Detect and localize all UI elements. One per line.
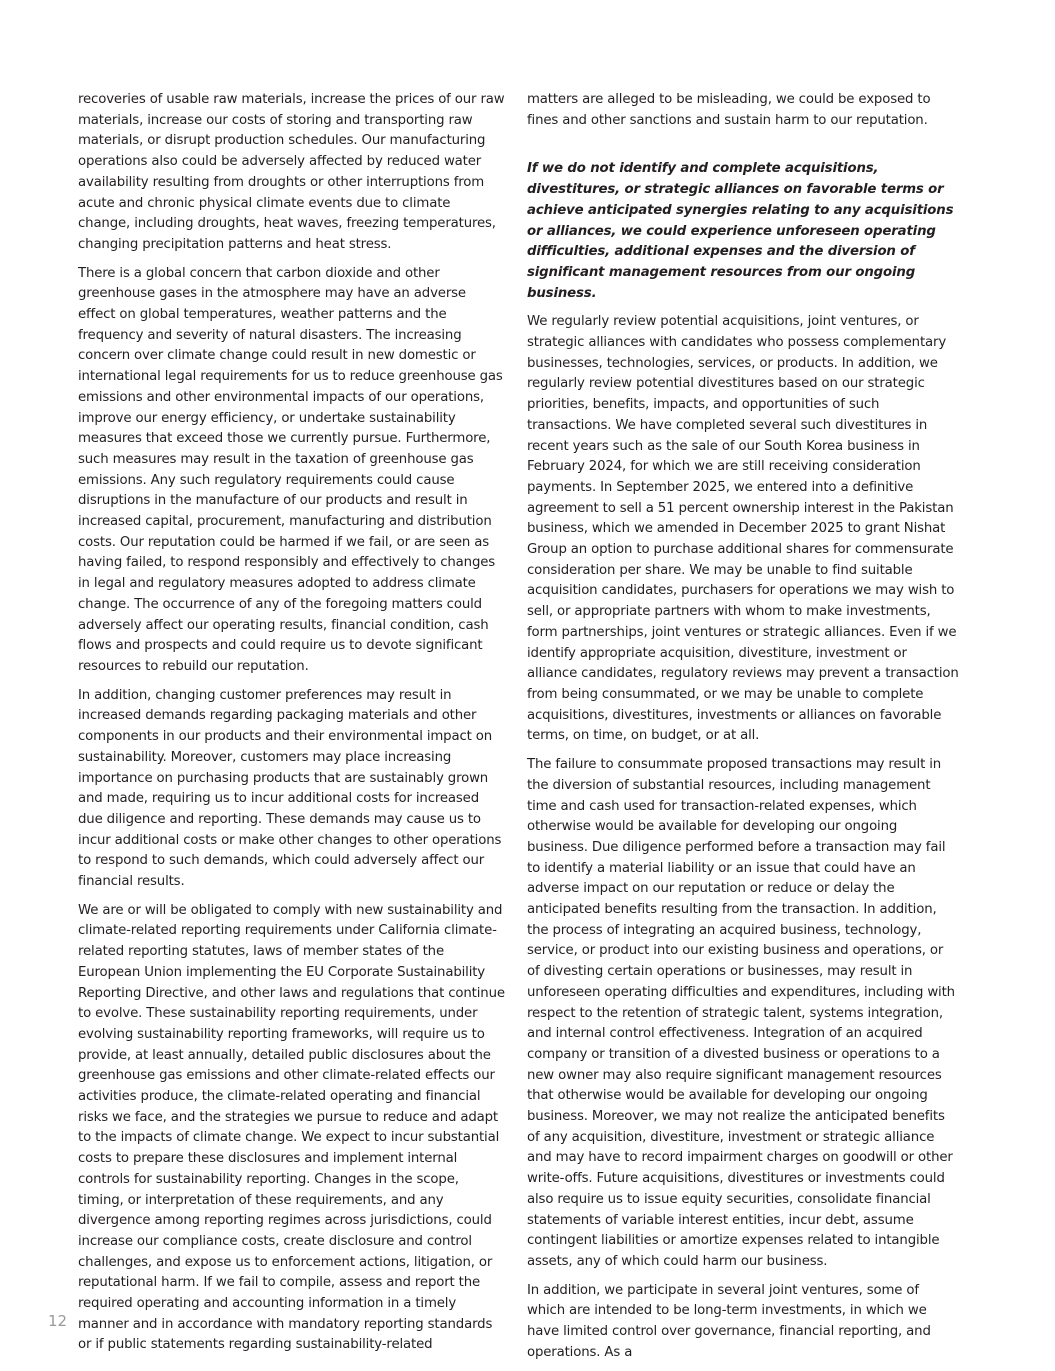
right-paragraph-2: The failure to consummate proposed transactions may result in the diversion of substantial resources, including management time and cash used for transaction-related expenses, which otherwise would be available for developing our ongoing business. Due diligence performed before a transaction may fail to identify a material liability or an issue that could have an adverse impact on our reputation or reduce or delay the anticipated benefits resulting from the transaction. In addition, the process of integrating an acquired business, technology, service, or product into our existing business and operations, or of divesting certain operations or businesses, may result in unforeseen operating difficulties and expenditures, including with respect to the retention of strategic talent, systems integration, and internal control effectiveness. Integration of an acquired company or transition of a divested business or operations to a new owner may also require significant management resources that otherwise would be available for developing our ongoing business. Moreover, we may not realize the anticipated benefits of any acquisition, divestiture, investment or strategic alliance and may have to record impairment charges on goodwill or other write-offs. Future acquisitions, divestitures or investments could also require us to issue equity securities, consolidate financial statements of variable interest entities, incur debt, assume contingent liabilities or amortize expenses related to intangible assets, any of which could harm our business. xyxy=(527,757,955,1269)
section-heading: If we do not identify and complete acquisitions, divestitures, or strategic alliances on favorable terms or achieve anticipated synergies relating to any acquisitions or alliances, we could experience unforeseen operating difficulties, additional expenses and the diversion of significant management resources from our ongoing business. xyxy=(527,161,954,301)
right-paragraph-1: We regularly review potential acquisitions, joint ventures, or strategic alliances with candidates who possess complementary businesses, technologies, services, or products. In addition, we regularly review potential divestitures based on our strategic priorities, benefits, impacts, and opportunities of such transactions. We have completed several such divestitures in recent years such as the sale of our South Korea business in February 2024, for which we are still receiving consideration payments. In September 2025, we entered into a definitive agreement to sell a 51 percent ownership interest in the Pakistan business, which we amended in December 2025 to grant Nishat Group an option to purchase additional shares for commensurate consideration per share. We may be unable to find suitable acquisition candidates, purchasers for operations we may wish to sell, or appropriate partners with whom to make investments, form partnerships, joint ventures or strategic alliances. Even if we identify appropriate acquisition, divestiture, investment or alliance candidates, regulatory reviews may prevent a transaction from being consummated, or we may be unable to complete acquisitions, divestitures, investments or alliances on favorable terms, on time, on budget, or at all. xyxy=(527,314,959,744)
right-intro-paragraph: matters are alleged to be misleading, we could be exposed to fines and other sanctions and sustain harm to our reputation. xyxy=(527,92,931,128)
left-paragraph-2: There is a global concern that carbon dioxide and other greenhouse gases in the atmosphere may have an adverse effect on global temperatures, weather patterns and the frequency and severity of natural disasters. The increasing concern over climate change could result in new domestic or international legal requirements for us to reduce greenhouse gas emissions and other environmental impacts of our operations, improve our energy efficiency, or undertake sustainability measures that exceed those we currently pursue. Furthermore, such measures may result in the taxation of greenhouse gas emissions. Any such regulatory requirements could cause disruptions in the manufacture of our products and result in increased capital, procurement, manufacturing and distribution costs. Our reputation could be harmed if we fail, or are seen as having failed, to respond responsibly and effectively to changes in legal and regulatory measures adopted to address climate change. The occurrence of any of the foregoing matters could adversely affect our operating results, financial condition, cash flows and prospects and could require us to devote significant resources to rebuild our reputation. xyxy=(78,265,503,674)
right-column xyxy=(527,90,959,1371)
left-paragraph-1: recoveries of usable raw materials, increase the prices of our raw materials, increase our costs of storing and transporting raw materials, or disrupt production schedules. Our manufacturing operations also could be adversely affected by reduced water availability resulting from droughts or other interruptions from acute and chronic physical climate events due to climate change, including droughts, heat waves, freezing temperatures, changing precipitation patterns and heat stress. xyxy=(78,92,505,252)
left-column xyxy=(78,90,506,1364)
left-paragraph-4: We are or will be obligated to comply with new sustainability and climate-related reporting requirements under California climate-related reporting statutes, laws of member states of the European Union implementing the EU Corporate Sustainability Reporting Directive, and other laws and regulations that continue to evolve. These sustainability reporting requirements, under evolving sustainability reporting frameworks, will require us to provide, at least annually, detailed public disclosures about the greenhouse gas emissions and other climate-related effects our activities produce, the climate-related operating and financial risks we face, and the strategies we pursue to reduce and adapt to the impacts of climate change. We expect to incur substantial costs to prepare these disclosures and implement internal controls for sustainability reporting. Changes in the scope, timing, or interpretation of these requirements, and any divergence among reporting regimes across jurisdictions, could increase our compliance costs, create disclosure and control challenges, and expose us to enforcement actions, litigation, or reputational harm. If we fail to compile, assess and report the required operating and accounting information in a timely manner and in accordance with mandatory reporting standards or if public statements regarding sustainability-related xyxy=(78,902,505,1353)
left-paragraph-3: In addition, changing customer preferences may result in increased demands regarding packaging materials and other components in our products and their environmental impact on sustainability. Moreover, customers may place increasing importance on purchasing products that are sustainably grown and made, requiring us to incur additional costs for increased due diligence and reporting. These demands may cause us to incur additional costs or make other changes to other operations to respond to such demands, which could adversely affect our financial results. xyxy=(78,687,502,890)
page-number: 12 xyxy=(48,1312,68,1330)
right-paragraph-3: In addition, we participate in several joint ventures, some of which are intended to be long-term investments, in which we have limited control over governance, financial reporting, and operations. As a xyxy=(527,1282,931,1360)
